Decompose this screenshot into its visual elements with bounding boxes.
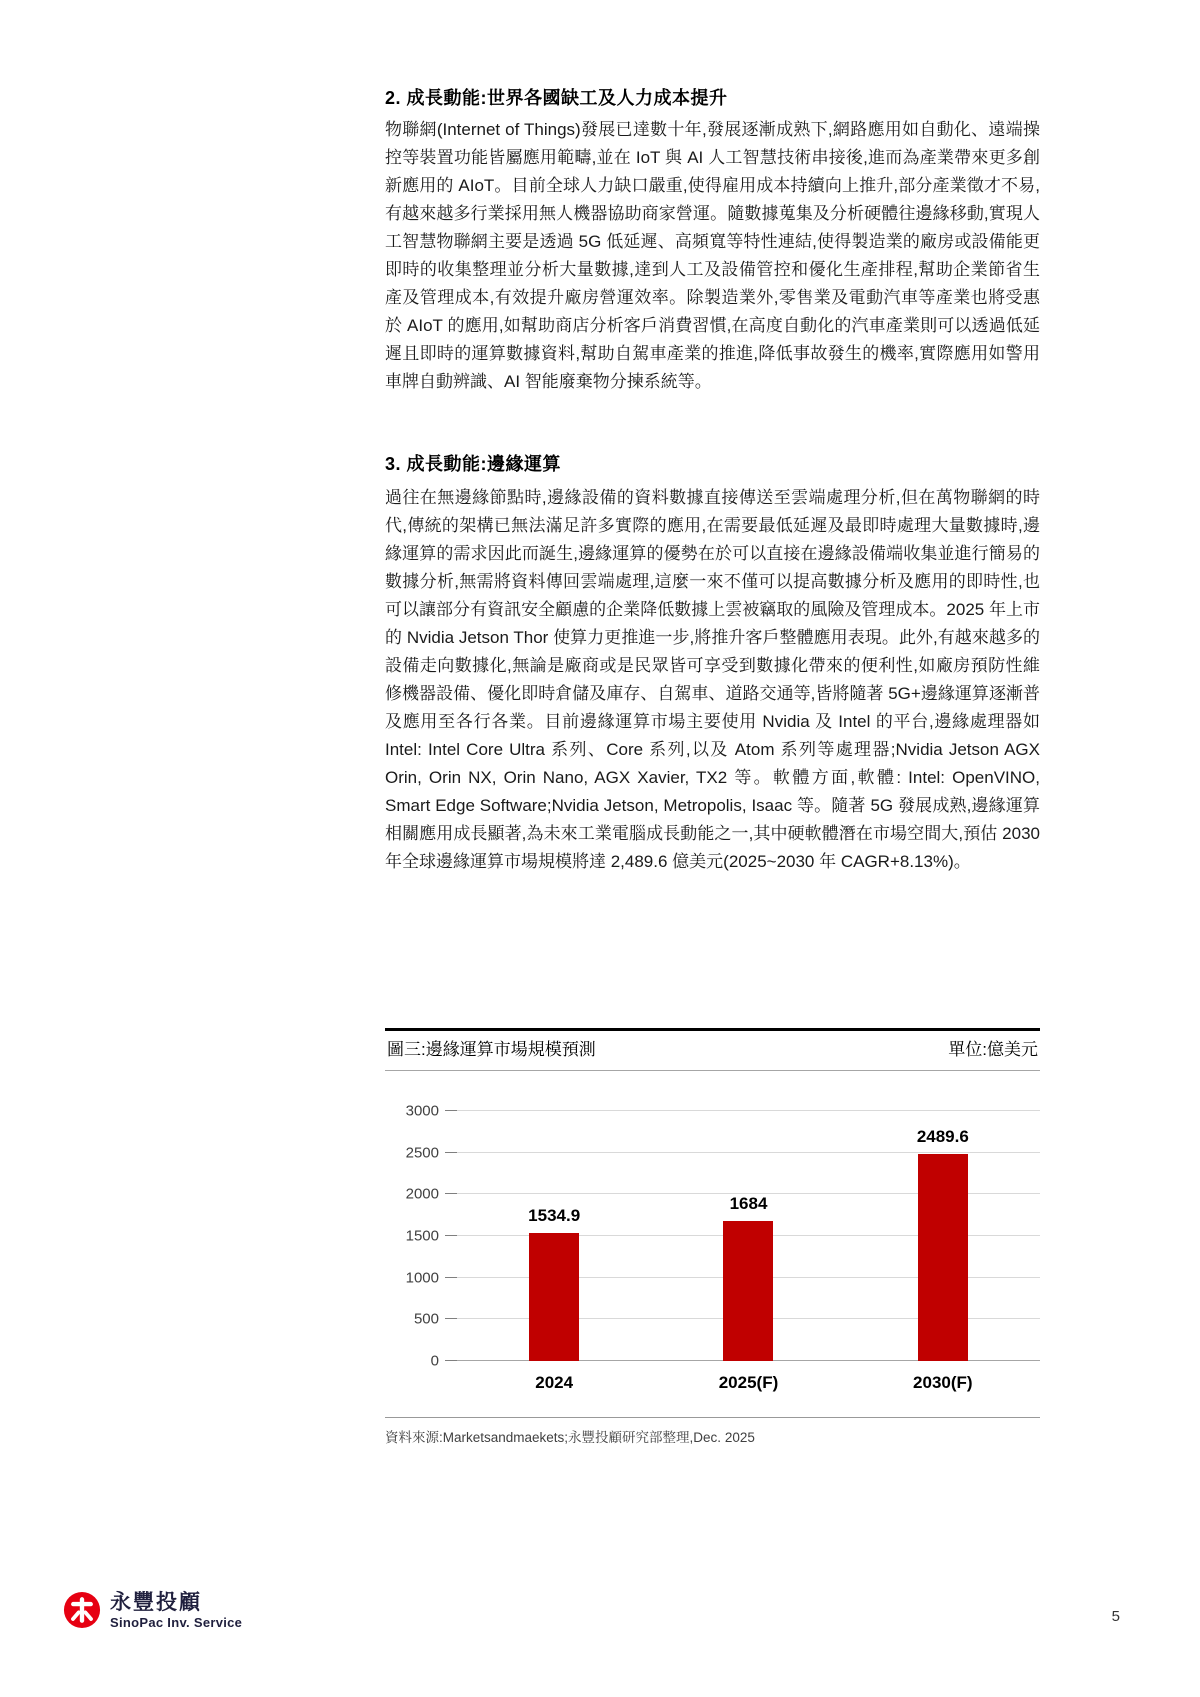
bar-value-label: 1534.9 [528, 1206, 581, 1226]
bar-group [457, 1111, 651, 1361]
section-3-body: 過往在無邊緣節點時,邊緣設備的資料數據直接傳送至雲端處理分析,但在萬物聯網的時代,傳統的架構已無法滿足許多實際的應用,在需要最低延遲及最即時處理大量數據時,邊緣運算的需求因此而誕生,邊緣運算的優勢在於可以直接在邊緣設備端收集並進行簡易的數據分析,無需將資料傳回雲端處理,這麼一來不僅可以提高數據分析及應用的即時性,也可以讓部分有資訊安全顧慮的企業降低數據上雲被竊取的風險及管理成本。2025 年上市的 Nvidia Jetson Thor 使算力更推進一步,將推升客戶整體應用表現。此外,有越來越多的設備走向數據化,無論是廠商或是民眾皆可享受到數據化帶來的便利性,如廠房預防性維修機器設備、優化即時倉儲及庫存、自駕車、道路交通等,皆將隨著 5G+邊緣運算逐漸普及應用至各行各業。目前邊緣運算市場主要使用 Nvidia 及 Intel 的平台,邊緣處理器如 Intel: Intel Core Ultra 系列、Core 系列,以及 Atom 系列等處理器;Nvidia Jetson AGX Orin, Orin NX, Orin Nano, AGX Xavier, TX2 等。軟體方面,軟體: Intel: OpenVINO, Smart Edge Software;Nvidia Jetson, Metropolis, Isaac 等。隨著 5G 發展成熟,邊緣運算相關應用成長顯著,為未來工業電腦成長動能之一,其中硬軟體潛在市場空間大,預估 2030 年全球邊緣運算市場規模將達 2,489.6 億美元(2025~2030 年 CAGR+8.13%)。 [385, 488, 1040, 871]
figure-header [385, 1028, 1040, 1071]
bar [723, 1221, 773, 1361]
x-axis-labels [457, 1361, 1040, 1393]
y-tick-label: 0 [430, 1352, 439, 1370]
bar-value-label: 1684 [729, 1193, 768, 1213]
bar-value-label: 2489.6 [916, 1126, 969, 1146]
bar [529, 1233, 579, 1361]
bar-group [651, 1111, 845, 1361]
bars-container [457, 1111, 1040, 1361]
chart-plot [405, 1102, 1040, 1370]
y-axis-tick [445, 1360, 457, 1361]
bar [918, 1154, 968, 1361]
bar-chart [385, 1102, 1040, 1393]
x-tick-label: 2024 [535, 1373, 574, 1392]
bar-group [846, 1111, 1040, 1361]
section-2-body: 物聯網(Internet of Things)發展已達數十年,發展逐漸成熟下,網路應用如自動化、遠端操控等裝置功能皆屬應用範疇,並在 IoT 與 AI 人工智慧技術串接後,進而為產業帶來更多創新應用的 AIoT。目前全球人力缺口嚴重,使得雇用成本持續向上推升,部分產業徵才不易,有越來越多行業採用無人機器協助商家營運。隨數據蒐集及分析硬體往邊緣移動,實現人工智慧物聯網主要是透過 5G 低延遲、高頻寬等特性連結,使得製造業的廠房或設備能更即時的收集整理並分析大量數據,達到人工及設備管控和優化生產排程,幫助企業節省生產及管理成本,有效提升廠房營運效率。除製造業外,零售業及電動汽車等產業也將受惠於 AIoT 的應用,如幫助商店分析客戶消費習慣,在高度自動化的汽車產業則可以透過低延遲且即時的運算數據資料,幫助自駕車產業的推進,降低事故發生的機率,實際應用如警用車牌自動辨識、AI 智能廢棄物分揀系統等。 [385, 120, 1040, 391]
x-tick-label: 2025(F) [718, 1373, 779, 1392]
brand-subtitle: SinoPac Inv. Service [110, 1615, 243, 1630]
y-axis-tick [445, 1193, 457, 1194]
section-3-heading: 3. 成長動能:邊緣運算 [385, 454, 562, 474]
y-tick-label: 2500 [405, 1144, 439, 1162]
y-tick-label: 1500 [405, 1227, 439, 1245]
y-tick-label: 1000 [405, 1269, 439, 1287]
y-tick-label: 3000 [405, 1102, 439, 1120]
figure-3-edge-computing-forecast [385, 1028, 1040, 1446]
report-content-column [385, 0, 1040, 1697]
y-axis-tick [445, 1235, 457, 1236]
y-axis-tick [445, 1110, 457, 1111]
x-tick-label: 2030(F) [913, 1373, 973, 1392]
sinopac-logo-icon [63, 1591, 101, 1634]
brand-name: 永豐投顧 [110, 1591, 202, 1614]
y-tick-label: 2000 [405, 1185, 439, 1203]
figure-title: 圖三:邊緣運算市場規模預測 [387, 1040, 596, 1059]
page-number: 5 [1111, 1608, 1120, 1625]
y-axis-tick [445, 1318, 457, 1319]
figure-unit-label: 單位:億美元 [948, 1040, 1038, 1059]
y-axis-tick [445, 1277, 457, 1278]
y-tick-label: 500 [413, 1310, 439, 1328]
figure-source: 資料來源:Marketsandmaekets;永豐投顧研究部整理,Dec. 2025 [385, 1417, 1040, 1446]
y-axis-tick [445, 1152, 457, 1153]
footer-brand [63, 1591, 242, 1634]
section-2-heading: 2. 成長動能:世界各國缺工及人力成本提升 [385, 88, 728, 108]
